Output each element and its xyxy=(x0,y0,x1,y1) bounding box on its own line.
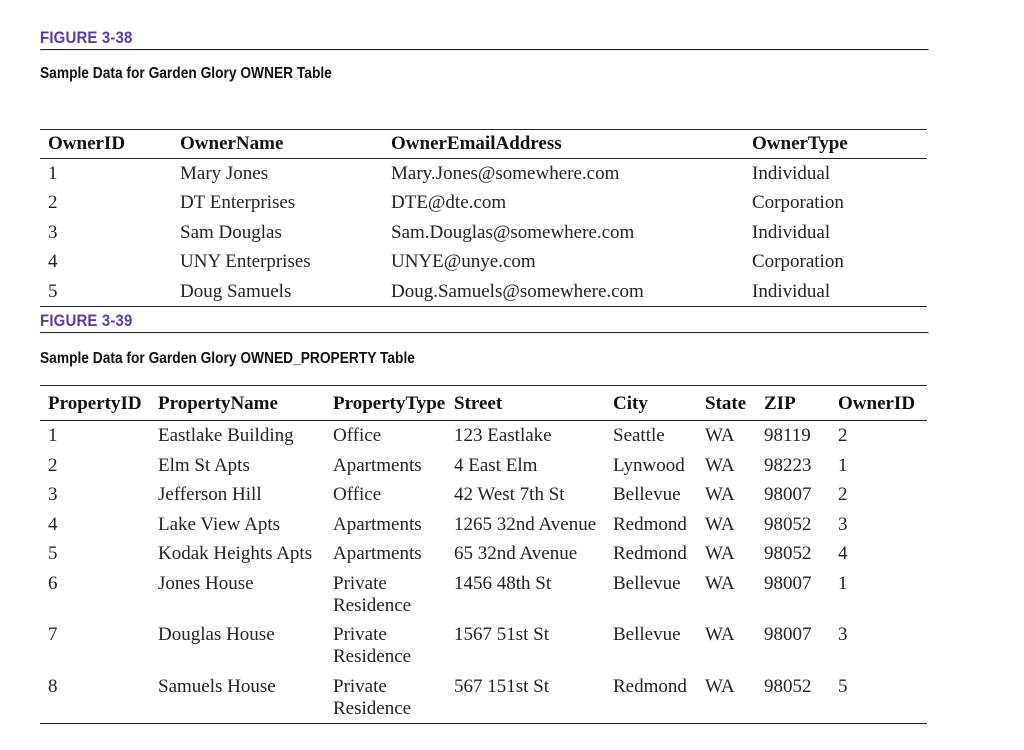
table-cell: Apartments xyxy=(333,543,422,564)
table-cell: Samuels House xyxy=(158,675,276,697)
table-cell: 5 xyxy=(838,675,848,697)
table-cell: WA xyxy=(705,513,735,535)
column-header: PropertyType xyxy=(333,393,446,414)
table-cell: 1567 51st St xyxy=(454,624,550,645)
table-cell: 3 xyxy=(48,484,58,505)
table-row xyxy=(40,569,927,621)
column-header: City xyxy=(613,393,648,414)
column-header: PropertyName xyxy=(158,393,278,414)
table-row xyxy=(40,539,927,569)
table-cell: Corporation xyxy=(752,192,844,214)
table-cell: Individual xyxy=(752,221,831,243)
column-header: OwnerID xyxy=(838,393,916,414)
table-row xyxy=(40,620,927,672)
table-cell: Bellevue xyxy=(613,572,681,594)
table-header-row xyxy=(40,130,927,159)
column-header: ZIP xyxy=(764,393,796,414)
table-cell: Lynwood xyxy=(613,454,685,476)
table-cell: 3 xyxy=(48,221,58,243)
figure-caption: Sample Data for Garden Glory OWNED_PROPERTY Table xyxy=(40,350,415,367)
column-header: OwnerName xyxy=(180,133,284,154)
table-cell: Lake View Apts xyxy=(158,513,280,535)
table-cell: Office xyxy=(333,425,382,446)
column-header: PropertyID xyxy=(48,393,142,414)
figure-caption: Sample Data for Garden Glory OWNER Table xyxy=(40,65,332,82)
table-cell: 1 xyxy=(838,572,848,594)
table-cell: 4 East Elm xyxy=(454,454,538,476)
table-cell: 98052 xyxy=(764,675,812,697)
table-header-row xyxy=(40,386,927,421)
table-row xyxy=(40,188,927,217)
table-cell: Elm St Apts xyxy=(158,454,250,476)
table-cell: 4 xyxy=(838,543,848,564)
table-cell: Apartments xyxy=(333,454,422,476)
table-cell: 123 Eastlake xyxy=(454,425,552,446)
table-row xyxy=(40,218,927,247)
table-cell: UNY Enterprises xyxy=(180,251,311,273)
table-cell: Bellevue xyxy=(613,624,681,645)
table-cell: Kodak Heights Apts xyxy=(158,543,313,564)
table-cell: WA xyxy=(705,572,735,594)
table-cell: 98223 xyxy=(764,454,812,476)
table-cell: 98119 xyxy=(764,425,811,446)
table-cell: 8 xyxy=(48,675,58,697)
figure-3-38 xyxy=(40,27,927,302)
figure-rule xyxy=(40,332,929,334)
table-cell: Jones House xyxy=(158,572,254,594)
table-cell: WA xyxy=(705,624,735,645)
column-header: State xyxy=(705,393,747,414)
table-row xyxy=(40,480,927,510)
table-cell: Redmond xyxy=(613,513,687,535)
column-header: OwnerEmailAddress xyxy=(391,133,562,154)
table-cell: 98052 xyxy=(764,513,812,535)
table-cell: 1265 32nd Avenue xyxy=(454,513,597,535)
table-cell: 98007 xyxy=(764,484,812,505)
table-cell: 5 xyxy=(48,280,58,302)
table-cell: Douglas House xyxy=(158,624,275,645)
table-cell: Bellevue xyxy=(613,484,681,505)
table-cell: 1 xyxy=(838,454,848,476)
table-row xyxy=(40,421,927,451)
table-cell: Individual xyxy=(752,163,831,184)
table-cell: 2 xyxy=(48,454,58,476)
table-cell: Eastlake Building xyxy=(158,425,294,446)
table-cell: DTE@dte.com xyxy=(391,192,507,214)
table-cell: WA xyxy=(705,454,735,476)
table-cell: Sam Douglas xyxy=(180,221,282,243)
table-cell: Mary Jones xyxy=(180,163,269,184)
table-cell: 567 151st St xyxy=(454,675,550,697)
figure-label: FIGURE 3-38 xyxy=(40,28,133,47)
table-cell: 42 West 7th St xyxy=(454,484,565,505)
table-cell: Redmond xyxy=(613,675,687,697)
table-cell: 2 xyxy=(838,484,848,505)
table-cell: WA xyxy=(705,425,735,446)
table-cell: 65 32nd Avenue xyxy=(454,543,578,564)
table-cell: 98007 xyxy=(764,624,812,645)
table-row xyxy=(40,510,927,540)
table-cell: 4 xyxy=(48,513,58,535)
table-cell: 98052 xyxy=(764,543,812,564)
table-row xyxy=(40,247,927,276)
owned-property-table xyxy=(40,385,927,724)
table-row xyxy=(40,672,927,724)
table-cell: Corporation xyxy=(752,251,844,273)
table-cell: Mary.Jones@somewhere.com xyxy=(391,163,620,184)
table-cell: WA xyxy=(705,484,735,505)
table-row xyxy=(40,159,927,189)
figure-label: FIGURE 3-39 xyxy=(40,311,133,330)
column-header: OwnerID xyxy=(48,133,126,154)
table-cell: WA xyxy=(705,675,735,697)
table-cell: 3 xyxy=(838,624,848,645)
table-cell: Individual xyxy=(752,280,831,302)
table-cell: 2 xyxy=(48,192,58,214)
table-row xyxy=(40,451,927,481)
table-cell: Redmond xyxy=(613,543,687,564)
table-cell: Private Residence xyxy=(333,675,412,719)
table-cell: Doug.Samuels@somewhere.com xyxy=(391,280,644,302)
table-cell: Seattle xyxy=(613,425,665,446)
table-cell: Private Residence xyxy=(333,572,412,616)
table-cell: 1456 48th St xyxy=(454,572,552,594)
table-cell: WA xyxy=(705,543,735,564)
table-cell: Apartments xyxy=(333,513,422,535)
table-cell: 1 xyxy=(48,163,58,184)
table-cell: Doug Samuels xyxy=(180,280,292,302)
table-cell: 1 xyxy=(48,425,58,446)
table-cell: 3 xyxy=(838,513,848,535)
table-cell: 2 xyxy=(838,425,848,446)
owner-table xyxy=(40,129,927,307)
table-cell: 98007 xyxy=(764,572,812,594)
table-cell: Jefferson Hill xyxy=(158,484,262,505)
table-cell: 5 xyxy=(48,543,58,564)
table-cell: UNYE@unye.com xyxy=(391,251,536,273)
table-cell: 6 xyxy=(48,572,58,594)
figure-3-39 xyxy=(40,310,927,719)
table-cell: 4 xyxy=(48,251,58,273)
column-header: Street xyxy=(454,393,503,414)
column-header: OwnerType xyxy=(752,133,848,154)
table-cell: Private Residence xyxy=(333,624,412,667)
table-cell: 7 xyxy=(48,624,58,645)
table-row xyxy=(40,277,927,307)
figure-rule xyxy=(40,49,929,51)
table-cell: Sam.Douglas@somewhere.com xyxy=(391,221,635,243)
table-cell: DT Enterprises xyxy=(180,192,296,214)
table-cell: Office xyxy=(333,484,382,505)
